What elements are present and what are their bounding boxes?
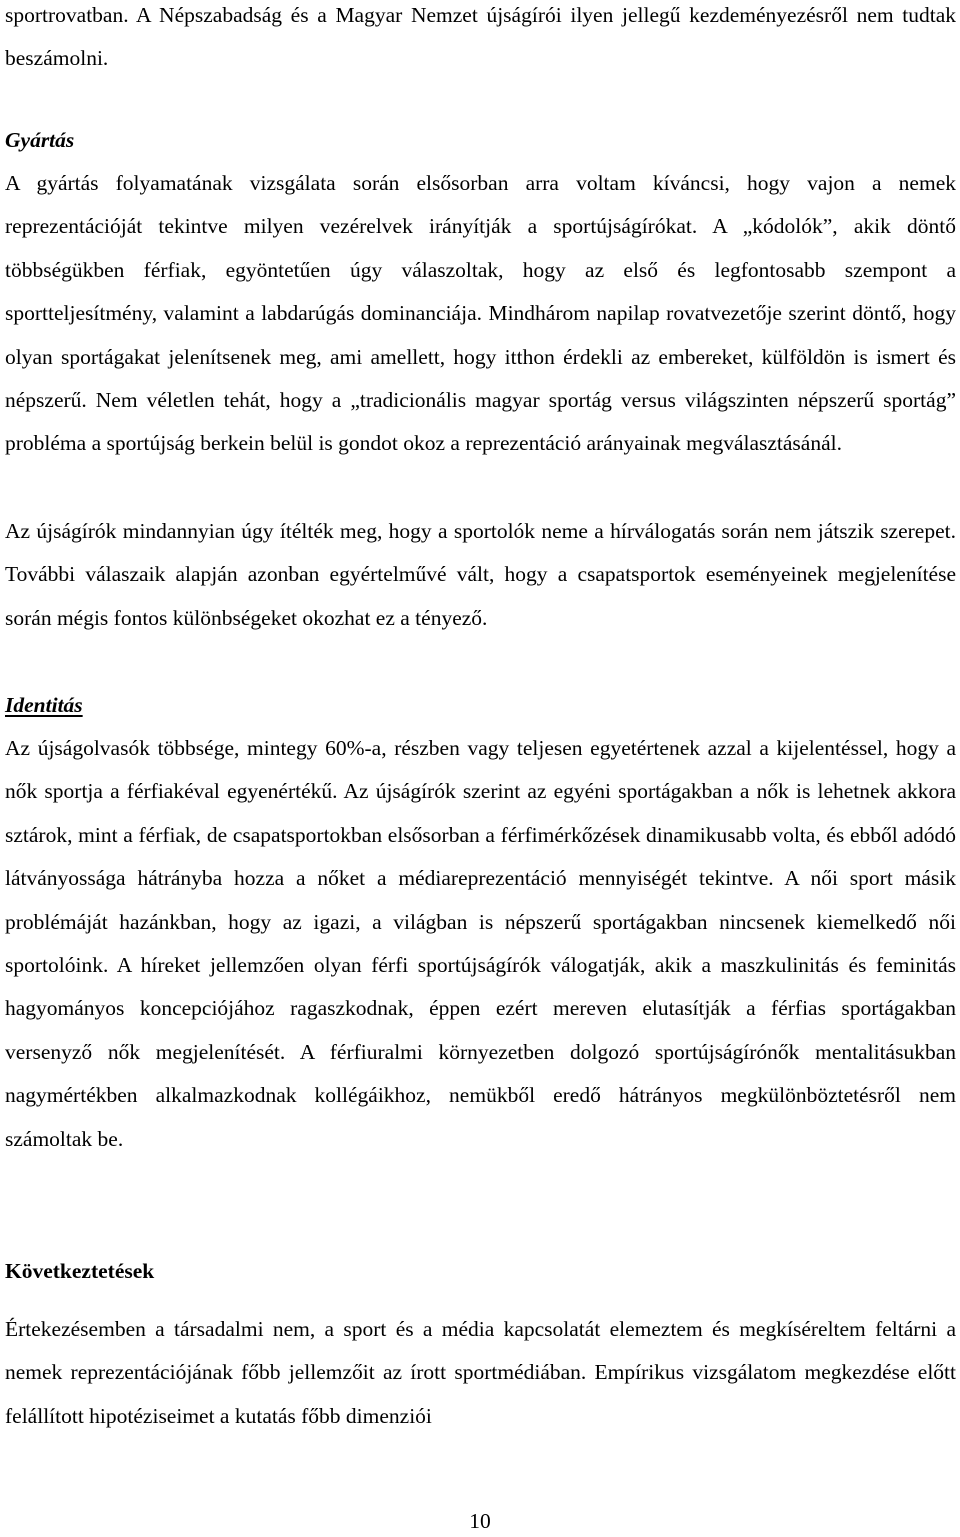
intro-paragraph: sportrovatban. A Népszabadság és a Magyar Nemzet újságírói ilyen jellegű kezdeményezésről nem tudtak beszámolni. bbox=[5, 3, 956, 71]
gyartas-paragraph-1: A gyártás folyamatának vizsgálata során elsősorban arra voltam kíváncsi, hogy vajon a nemek reprezentációját tekintve milyen vezérelvek irányítják a sportújságírókat. A „kódolók”, akik döntő többségükben férfiak, egyöntetűen úgy válaszoltak, hogy az első és legfontosabb szempont a sportteljesítmény, valamint a labdarúgás dominanciája. Mindhárom napilap rovatvezetője szerint döntő, hogy olyan sportágakat jelenítsenek meg, ami amellett, hogy itthon érdekli az embereket, külföldön is ismert és népszerű. Nem véletlen tehát, hogy a „tradicionális magyar sportág versus világszinten népszerű sportág” probléma a sportújság berkein belül is gondot okoz a reprezentáció arányainak megválasztásánál. bbox=[5, 171, 956, 456]
kovetkeztetesek-paragraph-1: Értekezésemben a társadalmi nem, a sport és a média kapcsolatát elemeztem és megkíséreltem feltárni a nemek reprezentációjának főbb jellemzőit az írott sportmédiában. Empírikus vizsgálatom megkezdése előtt felállított hipotéziseimet a kutatás főbb dimenziói bbox=[5, 1317, 956, 1428]
section-heading-gyartas: Gyártás bbox=[5, 128, 75, 152]
section-heading-kovetkeztetesek: Következtetések bbox=[5, 1259, 155, 1283]
section-heading-identitas: Identitás bbox=[5, 693, 83, 717]
identitas-paragraph-1: Az újságolvasók többsége, mintegy 60%-a, részben vagy teljesen egyetértenek azzal a kijelentéssel, hogy a nők sportja a férfiakéval egyenértékű. Az újságírók szerint az egyéni sportágakban a nők is lehetnek akkora sztárok, mint a férfiak, de csapatsportokban elsősorban a férfimérkőzések dinamikusabb volta, és ebből adódó látványossága hátrányba hozza a nőket a médiareprezentáció mennyiségét tekintve. A női sport másik problémáját hazánkban, hogy az igazi, a világban is népszerű sportágakban nincsenek kiemelkedő női sportolóink. A híreket jellemzően olyan férfi sportújságírók válogatják, akik a maszkulinitás és feminitás hagyományos koncepciójához ragaszkodnak, éppen ezért mereven elutasítják a férfias sportágakban versenyző nők megjelenítését. A férfiuralmi környezetben dolgozó sportújságírónők mentalitásukban nagymértékben alkalmazkodnak kollégáikhoz, nemükből eredő hátrányos megkülönböztetésről nem számoltak be. bbox=[5, 736, 956, 1151]
page-number: 10 bbox=[469, 1509, 491, 1533]
gyartas-paragraph-2: Az újságírók mindannyian úgy ítélték meg, hogy a sportolók neme a hírválogatás során nem játszik szerepet. További válaszaik alapján azonban egyértelművé vált, hogy a csapatsportok eseményeinek megjelenítése során mégis fontos különbségeket okozhat ez a tényező. bbox=[5, 519, 956, 630]
